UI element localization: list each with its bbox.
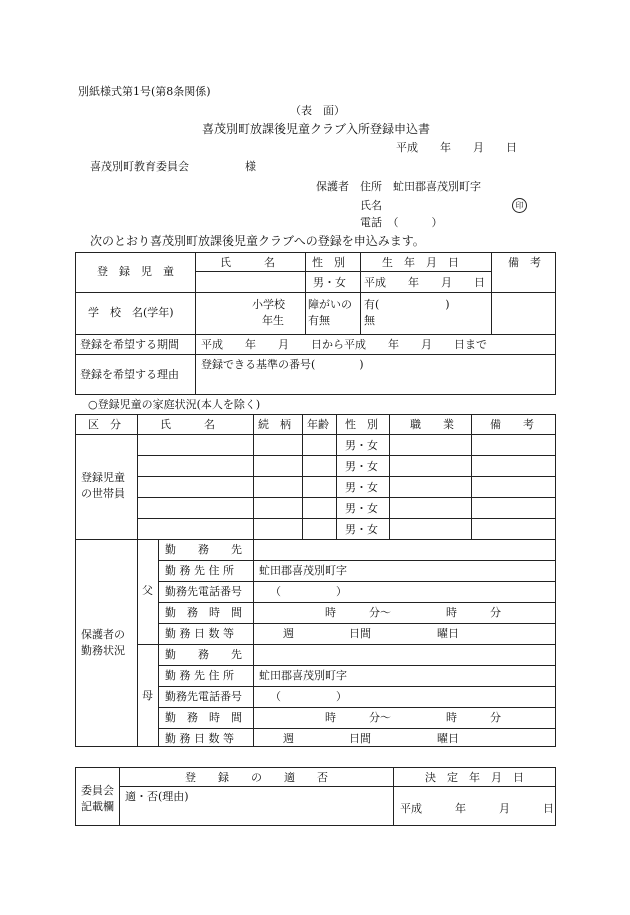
approval-choice[interactable]: 適・否(理由) (125, 790, 189, 803)
employer-label: 勤 務 先 (165, 543, 242, 556)
decision-date-header: 決 定 年 月 日 (425, 771, 524, 784)
work-label: 保護者の (81, 628, 125, 641)
father-employer-address[interactable]: 虻田郡喜茂別町字 (259, 564, 347, 577)
reason-label: 登録を希望する理由 (80, 368, 179, 381)
work-hours-label: 勤 務 時 間 (165, 606, 242, 619)
school-label: 学 校 名(学年) (88, 306, 174, 319)
member-sex[interactable]: 男・女 (345, 523, 378, 536)
disability-yes[interactable]: 有( ) (364, 298, 450, 311)
disability-no[interactable]: 無 (364, 314, 375, 327)
addressee: 喜茂別町教育委員会 (90, 160, 189, 173)
col-note: 備 考 (508, 256, 541, 269)
col-member-name: 氏 名 (160, 418, 215, 431)
guardian-phone[interactable]: 電話 （ ） (360, 216, 443, 229)
honorific: 様 (245, 160, 256, 173)
guardian-address[interactable]: 保護者 住所 虻田郡喜茂別町字 (316, 180, 481, 193)
col-member-note: 備 考 (490, 418, 534, 431)
child-birthdate[interactable]: 平成 年 月 日 (364, 276, 485, 289)
period-label: 登録を希望する期間 (80, 338, 179, 351)
application-date[interactable]: 平成 年 月 日 (396, 141, 517, 154)
col-category: 区 分 (88, 418, 121, 431)
disability-label-2: 有無 (308, 314, 330, 327)
mother-work-hours[interactable]: 時 分〜 時 分 (325, 711, 501, 724)
col-age: 年齢 (307, 418, 329, 431)
disability-label: 障がいの (308, 298, 352, 311)
form-number: 別紙様式第1号(第8条関係) (78, 85, 211, 98)
father-work-hours[interactable]: 時 分〜 時 分 (325, 606, 501, 619)
mother-employer-address[interactable]: 虻田郡喜茂別町字 (259, 669, 347, 682)
grade-suffix: 年生 (262, 314, 284, 327)
employer-phone-label: 勤務先電話番号 (165, 690, 242, 703)
child-label: 登 録 児 童 (97, 265, 174, 278)
mother-work-days[interactable]: 週 日間 曜日 (283, 732, 459, 745)
col-member-sex: 性 別 (345, 418, 378, 431)
col-birth: 生 年 月 日 (382, 256, 459, 269)
member-sex[interactable]: 男・女 (345, 460, 378, 473)
intro-text: 次のとおり喜茂別町放課後児童クラブへの登録を申込みます。 (90, 234, 425, 248)
mother-employer-phone[interactable]: （ ） (270, 690, 347, 703)
household-label: 登録児童 (81, 471, 125, 484)
reason-value[interactable]: 登録できる基準の番号( ) (201, 358, 364, 371)
committee-label: 委員会 (81, 784, 114, 797)
guardian-name-label: 氏名 (360, 199, 382, 212)
family-heading: ○登録児童の家庭状況(本人を除く) (88, 398, 261, 411)
col-relation: 続 柄 (258, 418, 291, 431)
work-hours-label: 勤 務 時 間 (165, 711, 242, 724)
work-days-label: 勤 務 日 数 等 (165, 732, 234, 745)
member-sex[interactable]: 男・女 (345, 502, 378, 515)
col-name: 氏 名 (220, 256, 275, 269)
employer-label: 勤 務 先 (165, 648, 242, 661)
seal-mark: 印 (512, 198, 527, 213)
form-title: 喜茂別町放課後児童クラブ入所登録申込書 (202, 122, 431, 136)
member-sex[interactable]: 男・女 (345, 439, 378, 452)
work-days-label: 勤 務 日 数 等 (165, 627, 234, 640)
father-label: 父 (142, 584, 153, 597)
father-work-days[interactable]: 週 日間 曜日 (283, 627, 459, 640)
employer-address-label: 勤 務 先 住 所 (165, 564, 234, 577)
member-sex[interactable]: 男・女 (345, 481, 378, 494)
school-suffix: 小学校 (252, 298, 285, 311)
committee-label-2: 記載欄 (81, 800, 114, 813)
form-side: （表 面） (290, 104, 345, 117)
employer-phone-label: 勤務先電話番号 (165, 585, 242, 598)
decision-date[interactable]: 平成 年 月 日 (400, 802, 554, 815)
mother-label: 母 (142, 689, 153, 702)
household-label-2: の世帯員 (81, 487, 125, 500)
col-sex: 性 別 (312, 256, 345, 269)
father-employer-phone[interactable]: （ ） (270, 585, 347, 598)
period-value[interactable]: 平成 年 月 日から平成 年 月 日まで (201, 338, 487, 351)
child-sex[interactable]: 男・女 (313, 276, 346, 289)
work-label-2: 勤務状況 (81, 644, 125, 657)
decision-header: 登 録 の 適 否 (185, 771, 328, 784)
employer-address-label: 勤 務 先 住 所 (165, 669, 234, 682)
col-occupation: 職 業 (410, 418, 454, 431)
